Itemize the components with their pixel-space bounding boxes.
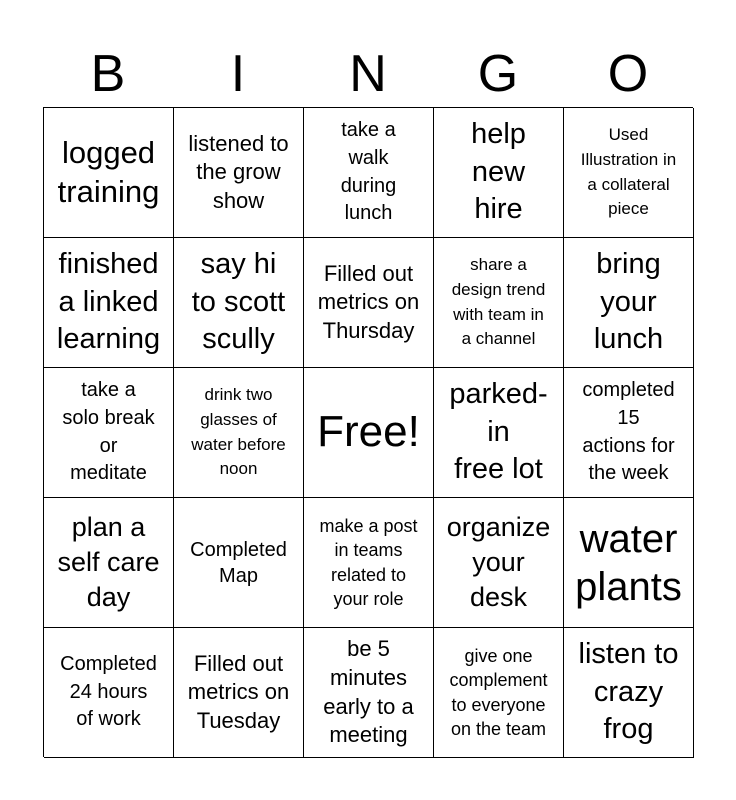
bingo-cell-free[interactable] — [304, 368, 434, 498]
cell-text: take a solo break or meditate — [62, 379, 155, 485]
bingo-cell-r1-c5[interactable] — [564, 108, 694, 238]
bingo-cell-r3-c2[interactable] — [174, 368, 304, 498]
bingo-cell-r1-c1[interactable] — [44, 108, 174, 238]
bingo-cell-r5-c4[interactable] — [434, 628, 564, 758]
bingo-cell-r2-c4[interactable] — [434, 238, 564, 368]
bingo-cell-r4-c2[interactable] — [174, 498, 304, 628]
bingo-cell-r5-c2[interactable] — [174, 628, 304, 758]
bingo-cell-r4-c5[interactable] — [564, 498, 694, 628]
bingo-cell-r2-c1[interactable] — [44, 238, 174, 368]
cell-text: say hi to scott scully — [191, 247, 286, 356]
header-letter-g: G — [477, 45, 519, 103]
bingo-cell-r5-c5[interactable] — [564, 628, 694, 758]
cell-text: Completed Map — [190, 538, 287, 587]
cell-text: share a design trend with team in a channel — [451, 255, 546, 349]
cell-text: bring your lunch — [593, 247, 664, 356]
cell-text: logged training — [57, 135, 160, 209]
header-letter-i: I — [230, 45, 246, 103]
cell-text: give one complement to everyone on the team — [449, 645, 548, 739]
bingo-header — [43, 40, 693, 108]
bingo-cell-r2-c3[interactable] — [304, 238, 434, 368]
cell-text: be 5 minutes early to a meeting — [323, 636, 414, 748]
cell-text: Filled out metrics on Thursday — [317, 260, 420, 343]
bingo-cell-r5-c3[interactable] — [304, 628, 434, 758]
bingo-cell-r4-c3[interactable] — [304, 498, 434, 628]
bingo-cell-r4-c4[interactable] — [434, 498, 564, 628]
cell-text: water plants — [575, 516, 682, 609]
bingo-cell-r5-c1[interactable] — [44, 628, 174, 758]
bingo-cell-r4-c1[interactable] — [44, 498, 174, 628]
bingo-cell-r1-c4[interactable] — [434, 108, 564, 238]
cell-text: take a walk during lunch — [340, 119, 397, 225]
header-letter-o: O — [607, 45, 649, 103]
cell-text: Used Illustration in a collateral piece — [580, 125, 677, 219]
cell-text: plan a self care day — [57, 511, 160, 613]
cell-text: listen to crazy frog — [578, 637, 679, 746]
cell-text: organize your desk — [446, 511, 551, 613]
bingo-cell-r1-c2[interactable] — [174, 108, 304, 238]
cell-text: completed 15 actions for the week — [582, 379, 675, 485]
cell-text: Completed 24 hours of work — [60, 653, 157, 731]
cell-text: parked- in free lot — [449, 377, 548, 486]
cell-text: listened to the grow show — [188, 130, 289, 213]
bingo-cell-r3-c4[interactable] — [434, 368, 564, 498]
cell-text: make a post in teams related to your role — [319, 515, 418, 609]
bingo-cell-r3-c5[interactable] — [564, 368, 694, 498]
cell-text: Filled out metrics on Tuesday — [187, 650, 290, 733]
header-letter-b: B — [90, 45, 126, 103]
bingo-cell-r3-c1[interactable] — [44, 368, 174, 498]
cell-text: help new hire — [471, 117, 526, 226]
bingo-cell-r2-c5[interactable] — [564, 238, 694, 368]
cell-text: finished a linked learning — [56, 247, 161, 356]
cell-text: drink two glasses of water before noon — [191, 385, 286, 479]
bingo-board — [43, 107, 693, 757]
bingo-cell-r2-c2[interactable] — [174, 238, 304, 368]
header-letter-n: N — [349, 45, 387, 103]
bingo-cell-r1-c3[interactable] — [304, 108, 434, 238]
free-space-text: Free! — [317, 407, 420, 457]
